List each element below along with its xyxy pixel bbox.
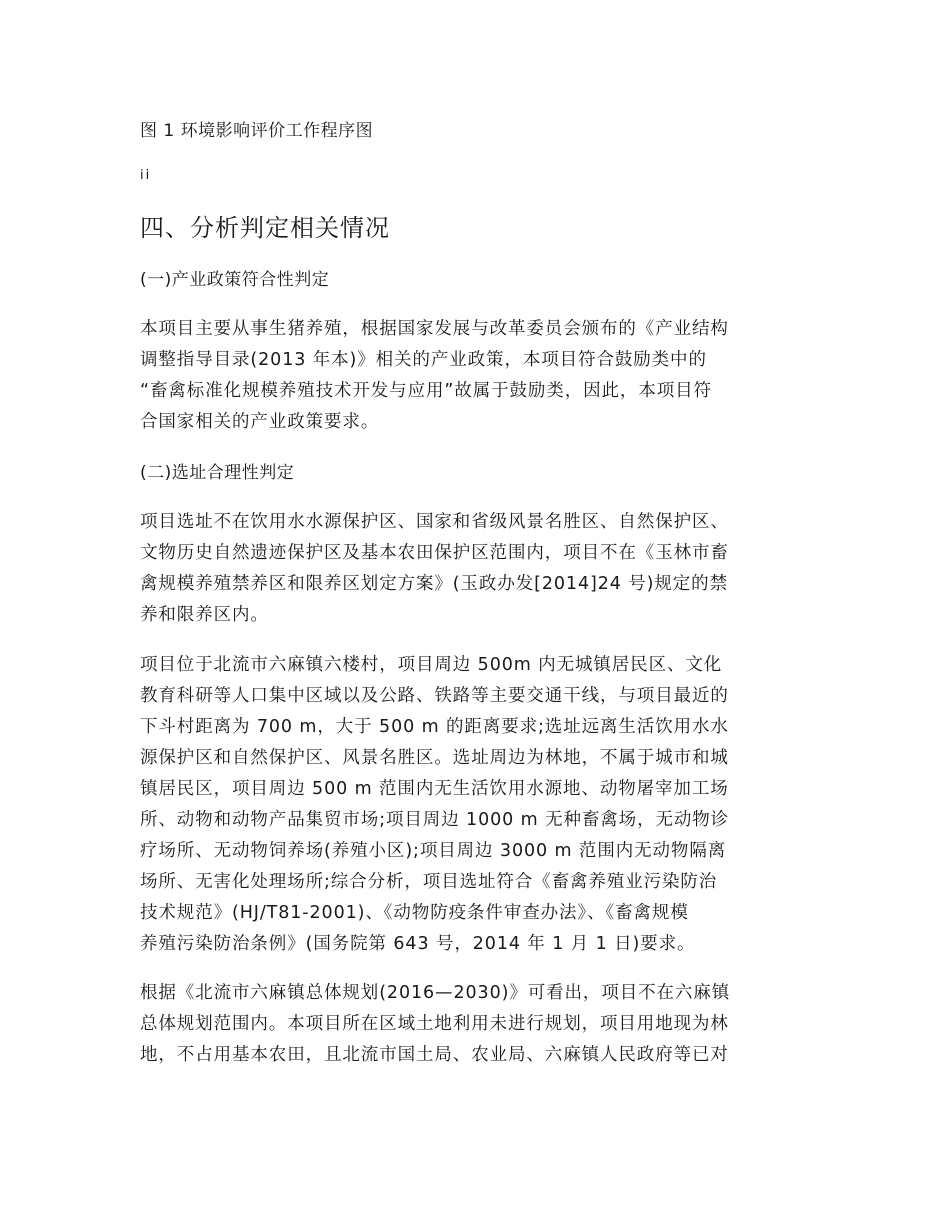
subsection-title-industry-policy: (一)产业政策符合性判定 <box>140 270 330 290</box>
figure-caption: 图 1 环境影响评价工作程序图 <box>140 121 374 141</box>
text-line: “畜禽标准化规模养殖技术开发与应用”故属于鼓励类，因此，本项目符 <box>140 381 712 401</box>
paragraph-industry-policy <box>140 314 812 438</box>
text-line: 合国家相关的产业政策要求。 <box>140 412 380 432</box>
paragraph-site-location <box>140 650 812 960</box>
text-line: 下斗村距离为 700 m，大于 500 m 的距离要求;选址远离生活饮用水水 <box>140 717 729 737</box>
text-line: 调整指导目录(2013 年本)》相关的产业政策，本项目符合鼓励类中的 <box>140 350 707 370</box>
text-line: 总体规划范围内。本项目所在区域土地利用未进行规划，项目用地现为林 <box>140 1014 729 1034</box>
paragraph-town-planning <box>140 978 812 1071</box>
text-line: 场所、无害化处理场所;综合分析，项目选址符合《畜禽养殖业污染防治 <box>140 872 718 892</box>
text-line: 所、动物和动物产品集贸市场;项目周边 1000 m 无种畜禽场，无动物诊 <box>140 810 730 830</box>
text-line: 养和限养区内。 <box>140 605 269 625</box>
text-line: 地，不占用基本农田，且北流市国土局、农业局、六麻镇人民政府等已对 <box>140 1045 729 1065</box>
text-line: 文物历史自然遗迹保护区及基本农田保护区范围内，项目不在《玉林市畜 <box>140 543 729 563</box>
text-line: 项目位于北流市六麻镇六楼村，项目周边 500m 内无城镇居民区、文化 <box>140 655 723 675</box>
text-line: 源保护区和自然保护区、风景名胜区。选址周边为林地，不属于城市和城 <box>140 748 729 768</box>
text-line: 镇居民区，项目周边 500 m 范围内无生活饮用水源地、动物屠宰加工场 <box>140 779 729 799</box>
text-line: 技术规范》(HJ/T81-2001)、《动物防疫条件审查办法》、《畜禽规模 <box>140 903 689 923</box>
subsection-title-site-selection: (二)选址合理性判定 <box>140 463 295 483</box>
text-line: 根据《北流市六麻镇总体规划(2016—2030)》可看出，项目不在六麻镇 <box>140 983 731 1003</box>
paragraph-protected-areas <box>140 507 812 631</box>
section-title: 四、分析判定相关情况 <box>140 214 390 242</box>
text-line: 项目选址不在饮用水水源保护区、国家和省级风景名胜区、自然保护区、 <box>140 512 729 532</box>
text-line: 疗场所、无动物饲养场(养殖小区);项目周边 3000 m 范围内无动物隔离 <box>140 841 727 861</box>
text-line: 禽规模养殖禁养区和限养区划定方案》(玉政办发[2014]24 号)规定的禁 <box>140 574 728 594</box>
page-number: ii <box>140 168 152 183</box>
text-line: 本项目主要从事生猪养殖，根据国家发展与改革委员会颁布的《产业结构 <box>140 319 729 339</box>
text-line: 养殖污染防治条例》(国务院第 643 号，2014 年 1 月 1 日)要求。 <box>140 934 696 954</box>
text-line: 教育科研等人口集中区域以及公路、铁路等主要交通干线，与项目最近的 <box>140 686 729 706</box>
